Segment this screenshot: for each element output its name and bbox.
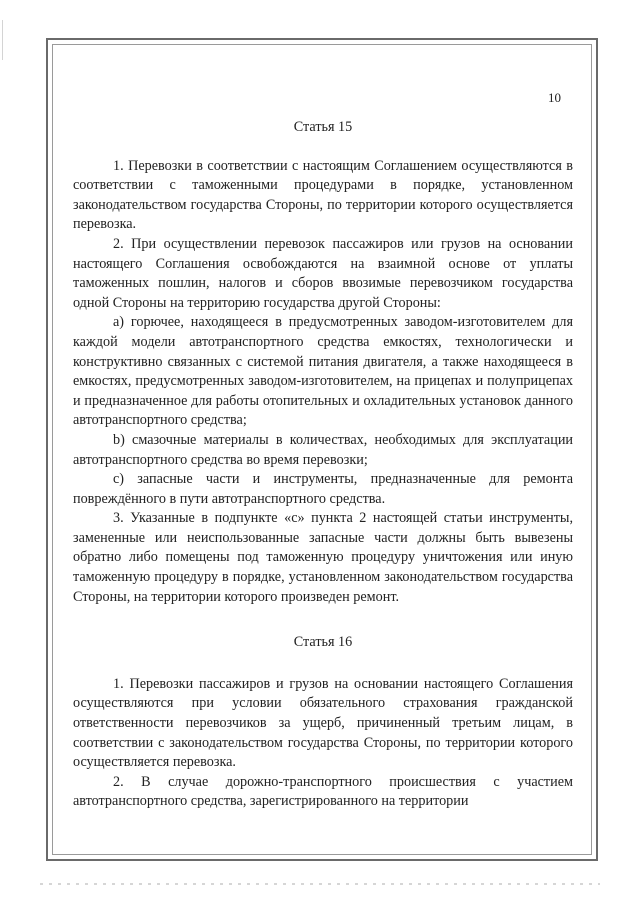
scan-artifact-left (2, 20, 3, 60)
article-16-paragraph-1: 1. Перевозки пассажиров и грузов на основании настоящего Соглашения осуществляются при условии обязательного страхования гражданской ответственности перевозчиков за ущерб, причиненный третьим лицам, в соответствии с законодательством государства Стороны, по территории которого осуществляется перевозка. (73, 675, 573, 771)
article-16-paragraph-2: 2. В случае дорожно-транспортного происшествия с участием автотранспортного средства, зарегистрированного на территории (73, 773, 573, 810)
article-16-heading: Статья 16 (293, 634, 353, 651)
page-number: 10 (548, 90, 561, 105)
article-15-paragraph-3: 3. Указанные в подпункте «с» пункта 2 настоящей статьи инструменты, замененные или неиспользованные запасные части должны быть вывезены обратно либо помещены под таможенную процедуру уничтожения или иную таможенную процедуру в порядке, установленном законодательством государства Стороны, на территории которого произведен ремонт. (73, 510, 573, 605)
article-15-item-c: c) запасные части и инструменты, предназначенные для ремонта повреждённого в пути автотранспортного средства. (73, 471, 573, 507)
scan-artifact-bottom (40, 883, 600, 885)
document-body (73, 118, 573, 812)
article-15-paragraph-1: 1. Перевозки в соответствии с настоящим Соглашением осуществляются в соответствии с таможенными процедурами в порядке, установленном законодательством государства Стороны, по территории которого осуществляется перевозка. (73, 157, 573, 233)
article-15-paragraph-2: 2. При осуществлении перевозок пассажиров или грузов на основании настоящего Соглашения освобождаются на взаимной основе от уплаты таможенных пошлин, налогов и сборов ввозимые перевозчиком государства одной Стороны на территорию государства другой Стороны: (73, 235, 573, 311)
article-15-item-b: b) смазочные материалы в количествах, необходимых для эксплуатации автотранспортного средства во время перевозки; (73, 431, 573, 468)
article-15-item-a: a) горючее, находящееся в предусмотренных заводом-изготовителем для каждой модели автотранспортного средства емкостях, технологически и конструктивно связанных с системой питания двигателя, а также находящееся в емкостях, предусмотренных заводом-изготовителем, на прицепах и полуприцепах и предназначенное для работы отопительных и охладительных установок данного автотранспортного средства; (73, 314, 573, 429)
article-15-heading: Статья 15 (293, 119, 353, 135)
